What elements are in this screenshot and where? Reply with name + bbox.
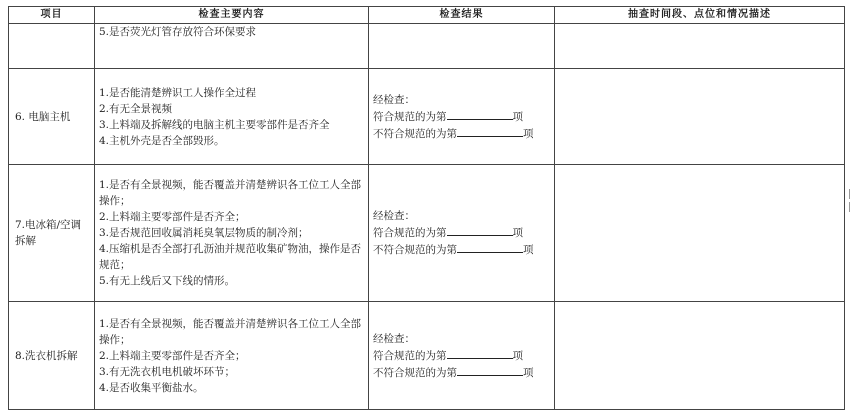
- unit-label: 项: [523, 366, 534, 379]
- edge-tick: [849, 189, 855, 199]
- result-noncompliant: [373, 125, 550, 142]
- compliant-blank[interactable]: [447, 224, 513, 236]
- content-line: 4.是否收集平衡盐水。: [99, 381, 204, 394]
- content-line: 3.有无洗衣机电机破坏环节；: [99, 365, 236, 378]
- content-cell: [95, 69, 369, 165]
- result-cell: [369, 24, 555, 69]
- unit-label: 项: [512, 349, 523, 362]
- header-item: 项目: [9, 7, 95, 24]
- result-checked: 经检查：: [373, 210, 415, 222]
- table-row: [9, 24, 845, 69]
- item-cell: 6. 电脑主机: [9, 69, 95, 165]
- content-cell: [95, 24, 369, 69]
- description-cell[interactable]: [555, 302, 845, 410]
- header-result: 检查结果: [369, 7, 555, 24]
- unit-label: 项: [512, 227, 523, 239]
- result-noncompliant: [373, 241, 550, 258]
- description-cell[interactable]: [555, 165, 845, 302]
- description-cell[interactable]: [555, 24, 845, 69]
- edge-tick: [849, 202, 855, 212]
- result-noncompliant: [373, 364, 550, 381]
- compliant-blank[interactable]: [447, 108, 513, 120]
- noncompliant-label: 不符合规范的为第: [373, 127, 457, 140]
- content-line: 3.上料端及拆解线的电脑主机主要零部件是否齐全: [99, 118, 330, 131]
- result-cell: [369, 302, 555, 410]
- table-row: [9, 69, 845, 165]
- header-content: 检查主要内容: [95, 7, 369, 24]
- content-line: 5.是否荧光灯管存放符合环保要求: [99, 26, 257, 38]
- unit-label: 项: [523, 127, 534, 140]
- noncompliant-blank[interactable]: [457, 241, 523, 253]
- result-compliant: [373, 224, 550, 241]
- result-cell: [369, 165, 555, 302]
- item-cell: [9, 24, 95, 69]
- result-checked: 经检查：: [373, 93, 415, 106]
- item-cell: 8.洗衣机拆解: [9, 302, 95, 410]
- result-checked: 经检查：: [373, 332, 415, 345]
- content-line: 2.上料端主要零部件是否齐全；: [99, 211, 246, 223]
- header-row: [9, 7, 845, 24]
- content-line: 3.是否规范回收属消耗臭氧层物质的制冷剂；: [99, 227, 309, 239]
- noncompliant-blank[interactable]: [457, 364, 523, 376]
- noncompliant-blank[interactable]: [457, 125, 523, 137]
- table-row: [9, 165, 845, 302]
- compliant-blank[interactable]: [447, 347, 513, 359]
- unit-label: 项: [512, 110, 523, 123]
- content-line: 4.压缩机是否全部打孔沥油并规范收集矿物油，操作是否规范；: [99, 243, 362, 271]
- content-line: 1.是否能清楚辨识工人操作全过程: [99, 86, 257, 99]
- table-row: [9, 302, 845, 410]
- unit-label: 项: [523, 244, 534, 256]
- result-compliant: [373, 347, 550, 364]
- description-cell[interactable]: [555, 69, 845, 165]
- content-line: 1.是否有全景视频，能否覆盖并清楚辨识各工位工人全部操作；: [99, 317, 362, 346]
- noncompliant-label: 不符合规范的为第: [373, 366, 457, 379]
- header-description: 抽查时间段、点位和情况描述: [555, 7, 845, 24]
- page-edge-marker: [847, 186, 855, 218]
- content-line: 4.主机外壳是否全部毁形。: [99, 134, 225, 147]
- content-cell: [95, 165, 369, 302]
- noncompliant-label: 不符合规范的为第: [373, 244, 457, 256]
- content-line: 5.有无上线后又下线的情形。: [99, 275, 236, 287]
- result-cell: [369, 69, 555, 165]
- item-cell: 7.电冰箱/空调拆解: [9, 165, 95, 302]
- compliant-label: 符合规范的为第: [373, 227, 447, 239]
- compliant-label: 符合规范的为第: [373, 349, 447, 362]
- inspection-table: [8, 6, 845, 410]
- compliant-label: 符合规范的为第: [373, 110, 447, 123]
- content-line: 1.是否有全景视频，能否覆盖并清楚辨识各工位工人全部操作；: [99, 179, 362, 207]
- result-compliant: [373, 108, 550, 125]
- content-line: 2.有无全景视频: [99, 102, 173, 115]
- content-line: 2.上料端主要零部件是否齐全；: [99, 349, 246, 362]
- content-cell: [95, 302, 369, 410]
